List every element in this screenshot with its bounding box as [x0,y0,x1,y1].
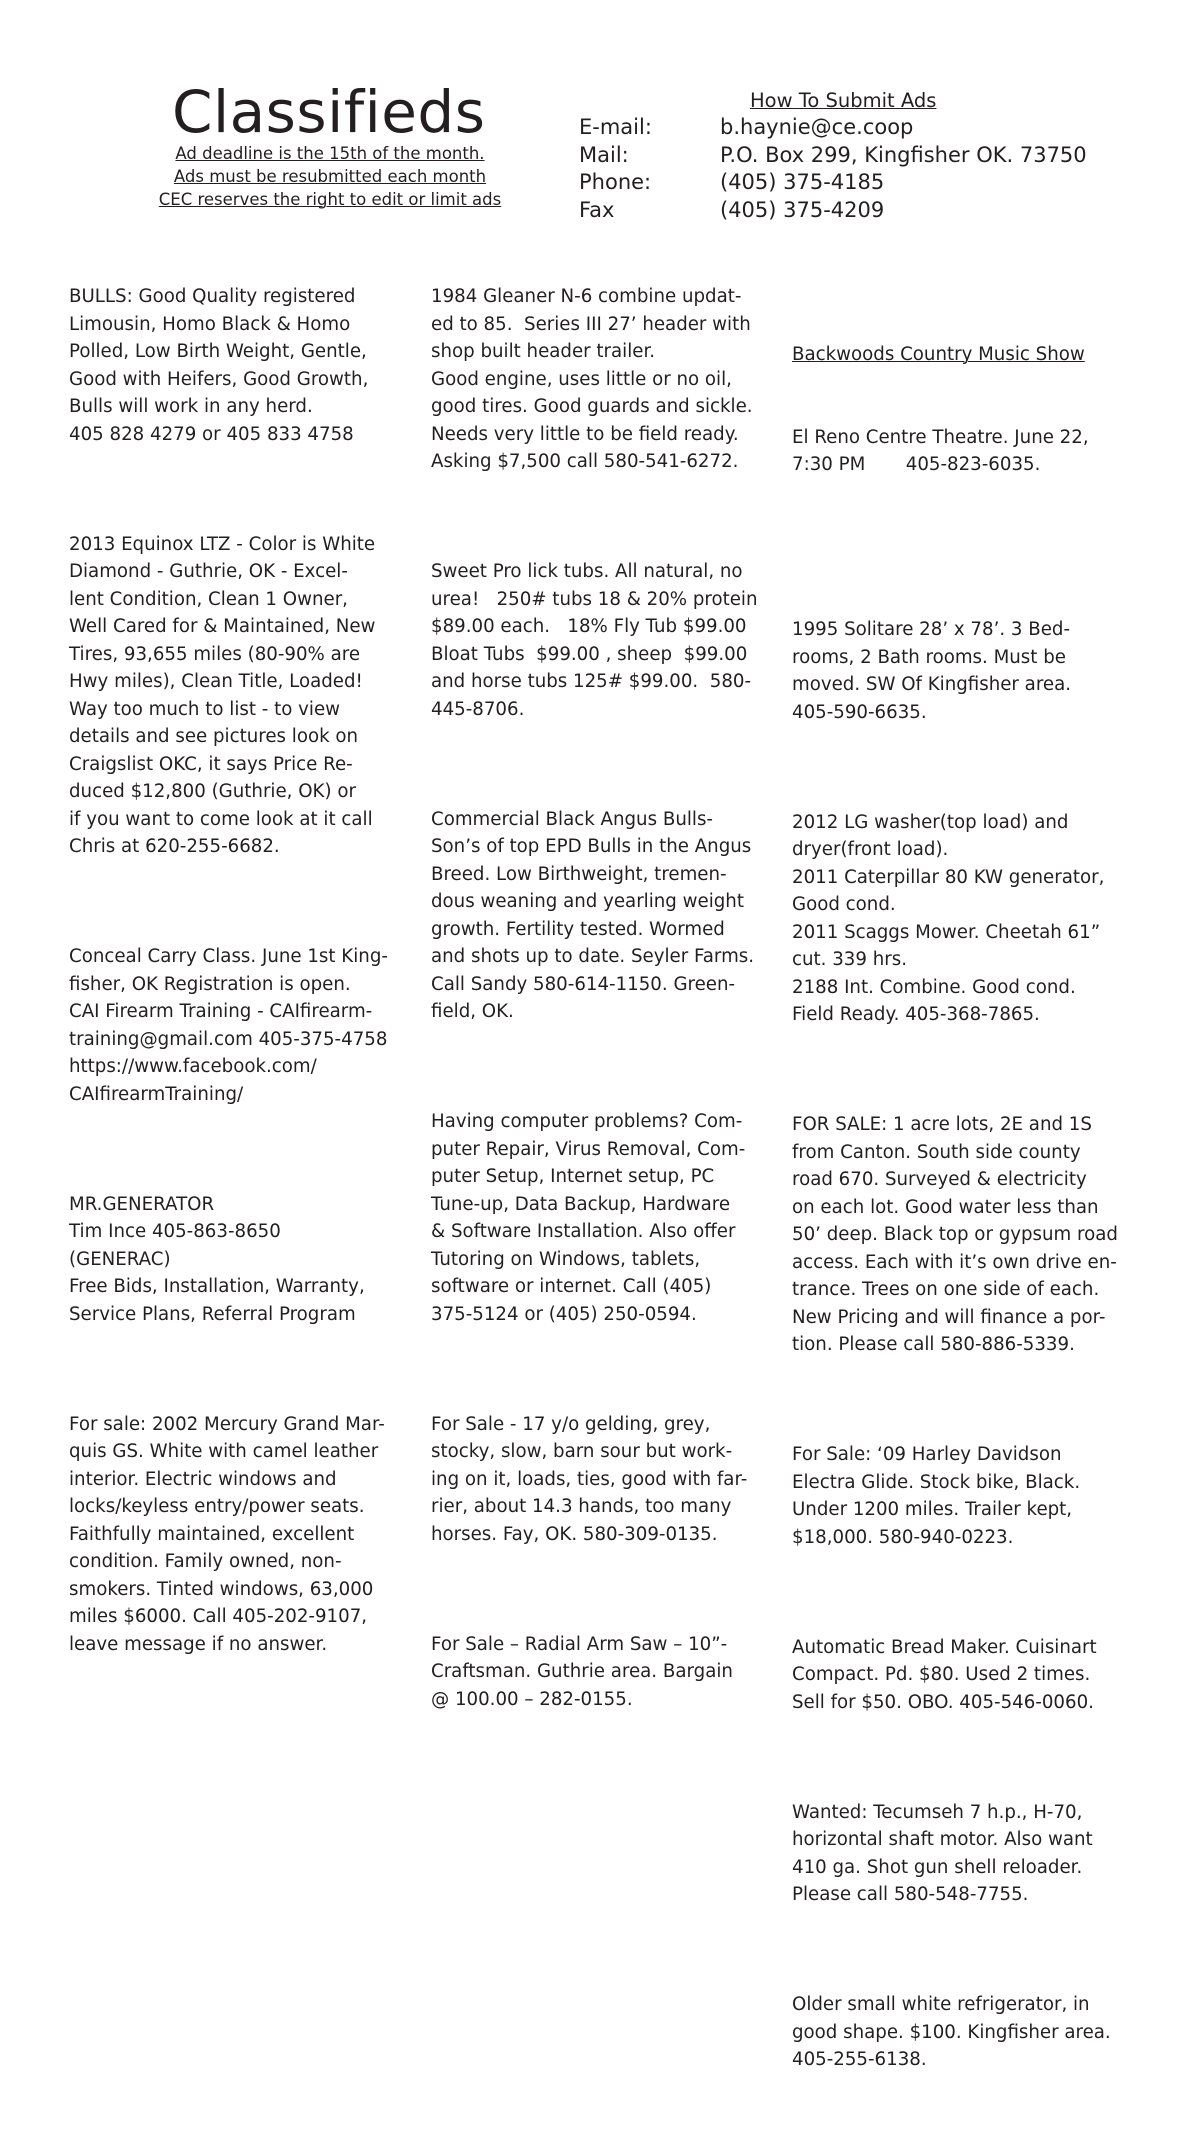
classified-ad: 1984 Gleaner N-6 combine updat- ed to 85. Series III 27’ header with shop built header trailer. Good engine, uses little or no oil, good tires. Good guards and sickle. Needs very little to be field ready. Asking $7,500 call 580-541-6272. [431,286,753,472]
classified-ad: Commercial Black Angus Bulls- Son’s of top EPD Bulls in the Angus Breed. Low Birthweight, tremen- dous weaning and yearling weight growth. Fertility tested. Wormed and shots up to date. Seyler Farms. Call Sandy 580-614-1150. Green- field, OK. [431,808,755,1022]
classified-column-1 [69,228,388,1713]
classified-column-2 [431,228,758,1768]
contact-label: Mail: [579,142,629,167]
classified-ad: Conceal Carry Class. June 1st King- fisher, OK Registration is open. CAI Firearm Training - CAIfirearm- training@gmail.com 405-375-4758 https://www.facebook.com/ CAIfirearmTraining/ [69,946,388,1105]
featured-ad [792,286,1118,534]
classified-ad: For sale: 2002 Mercury Grand Mar- quis GS. White with camel leather interior. Electric windows and locks/keyless entry/power seats. Faithfully maintained, excellent condition. Family owned, non- smokers. Tinted windows, 63,000 miles $6000. Call 405-202-9107, leave message if no answer. [69,1413,385,1655]
classified-ad: FOR SALE: 1 acre lots, 2E and 1S from Canton. South side county road 670. Surveyed & electricity on each lot. Good water less than 50’ deep. Black top or gypsum road access. Each with it’s own drive en- trance. Trees on one side of each. New Pricing and will finance a por- tion. Please call 580-886-5339. [792,1114,1118,1355]
page-title: Classifieds [172,78,486,146]
contact-email-row [579,114,1159,142]
classified-ad: 2013 Equinox LTZ - Color is White Diamond - Guthrie, OK - Excel- lent Condition, Clean 1 Owner, Well Cared for & Maintained, New Tires, 93,655 miles (80-90% are Hwy miles), Clean Title, Loaded! Way too much to list - to view details and see pictures look on Craigslist OKC, it says Price Re- duced $12,800 (Guthrie, OK) or if you want to come look at it call Chris at 620-255-6682. [69,533,376,857]
classified-ad: BULLS: Good Quality registered Limousin, Homo Black & Homo Polled, Low Birth Weight, Gentle, Good with Heifers, Good Growth, Bulls will work in any herd. 405 828 4279 or 405 833 4758 [69,286,369,445]
classified-ad: Sweet Pro lick tubs. All natural, no urea! 250# tubs 18 & 20% protein $89.00 each. 18% Fly Tub $99.00 Bloat Tubs $99.00 , sheep $99.00 and horse tubs 125# $99.00. 580- 445-8706. [431,561,758,720]
classified-ad: Older small white refrigerator, in good shape. $100. Kingfisher area. 405-255-6138. [792,1994,1111,2070]
featured-ad-body: El Reno Centre Theatre. June 22, 7:30 PM 405-823-6035. [792,426,1089,475]
classified-ad: 1995 Solitare 28’ x 78’. 3 Bed- rooms, 2 Bath rooms. Must be moved. SW Of Kingfisher area. 405-590-6635. [792,619,1072,723]
classified-ad: 2012 LG washer(top load) and dryer(front load). 2011 Caterpillar 80 KW generator, Good cond. 2011 Scaggs Mower. Cheetah 61” cut. 339 hrs. 2188 Int. Combine. Good cond. Field Ready. 405-368-7865. [792,811,1105,1025]
ad-rules [130,142,530,211]
contact-mail-row [579,142,1159,170]
classified-column-3 [792,231,1118,2129]
contact-email-value[interactable]: b.haynie@ce.coop [720,115,914,139]
classified-ad: For Sale – Radial Arm Saw – 10”- Craftsman. Guthrie area. Bargain @ 100.00 – 282-0155. [431,1633,733,1710]
contact-phone-row [579,169,1159,197]
contact-label: E-mail: [579,115,652,139]
classified-ad: Wanted: Tecumseh 7 h.p., H-70, horizontal shaft motor. Also want 410 ga. Shot gun shell reloader. Please call 580-548-7755. [792,1801,1093,1905]
ad-rule: Ad deadline is the 15th of the month. [175,144,485,163]
contact-label: Fax [579,197,615,222]
contact-mail-value: P.O. Box 299, Kingfisher OK. 73750 [720,142,1087,167]
contact-info [579,114,1159,224]
classified-ad: For Sale - 17 y/o gelding, grey, stocky, slow, barn sour but work- ing on it, loads, ties, good with far- rier, about 14.3 hands, too many horses. Fay, OK. 580-309-0135. [431,1413,748,1545]
contact-fax-row [579,197,1159,225]
classified-ad: Having computer problems? Com- puter Repair, Virus Removal, Com- puter Setup, Internet setup, PC Tune-up, Data Backup, Hardware & Software Installation. Also offer Tutoring on Windows, tablets, software or internet. Call (405) 375-5124 or (405) 250-0594. [431,1111,746,1325]
contact-fax-value: (405) 375-4209 [720,197,885,222]
ad-rule: Ads must be resubmitted each month [173,167,487,186]
featured-ad-heading: Backwoods Country Music Show [792,344,1085,365]
classified-ad: For Sale: ‘09 Harley Davidson Electra Glide. Stock bike, Black. Under 1200 miles. Trailer kept, $18,000. 580-940-0223. [792,1444,1081,1548]
contact-phone-value: (405) 375-4185 [720,170,885,194]
how-to-submit-heading: How To Submit Ads [750,89,937,112]
classified-ad: MR.GENERATOR Tim Ince 405-863-8650 (GENERAC) Free Bids, Installation, Warranty, Service Plans, Referral Program [69,1193,365,1325]
contact-label: Phone: [579,170,652,194]
ad-rule: CEC reserves the right to edit or limit ads [158,190,502,209]
classified-ad: Automatic Bread Maker. Cuisinart Compact. Pd. $80. Used 2 times. Sell for $50. OBO. 405-546-0060. [792,1636,1097,1713]
